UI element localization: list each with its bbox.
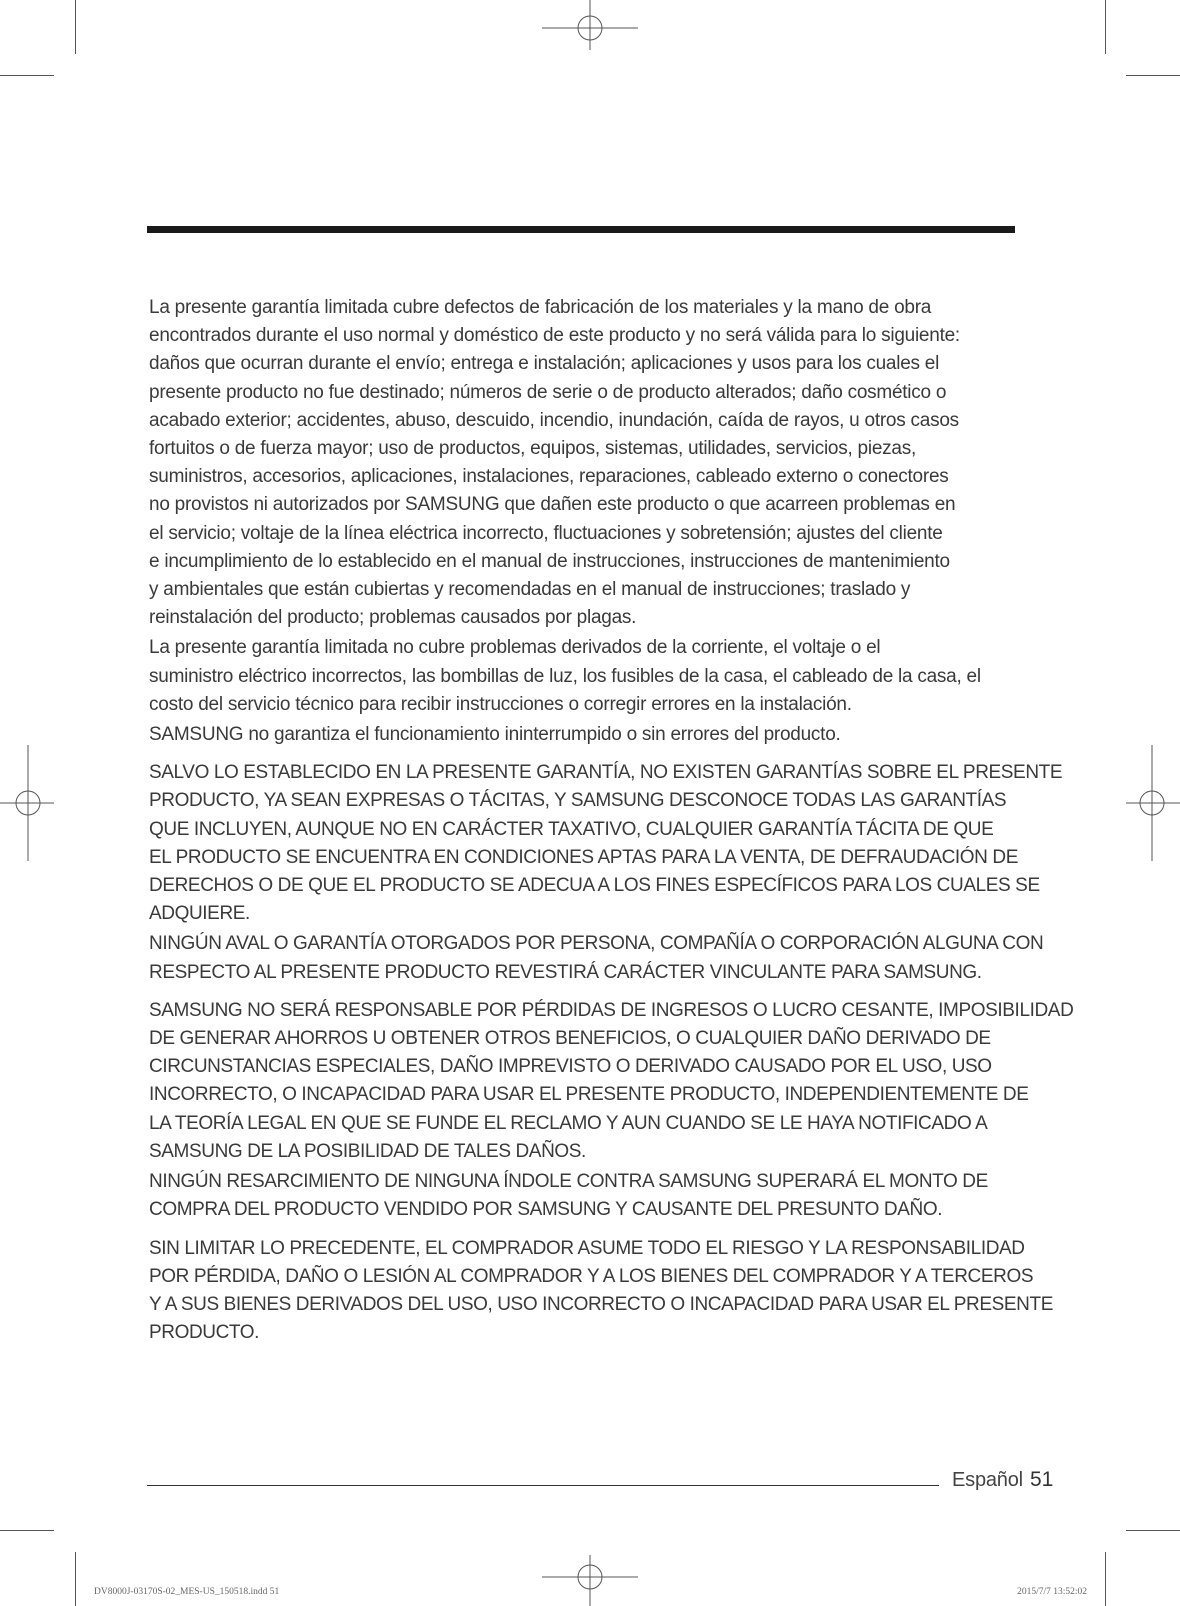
text-line: no provistos ni autorizados por SAMSUNG que dañen este producto o que acarreen problemas en	[149, 494, 956, 516]
crop-mark	[75, 0, 76, 54]
paragraph	[149, 930, 1044, 986]
text-line: SAMSUNG no garantiza el funcionamiento ininterrumpido o sin errores del producto.	[149, 724, 841, 746]
footer-language: Español	[952, 1469, 1023, 1491]
header-rule	[147, 226, 1015, 233]
text-line: DE GENERAR AHORROS U OBTENER OTROS BENEFICIOS, O CUALQUIER DAÑO DERIVADO DE	[149, 1028, 991, 1050]
text-line: y ambientales que están cubiertas y recomendadas en el manual de instrucciones; traslado y	[149, 579, 911, 601]
text-line: SAMSUNG NO SERÁ RESPONSABLE POR PÉRDIDAS DE INGRESOS O LUCRO CESANTE, IMPOSIBILIDAD	[149, 999, 1074, 1021]
crop-mark	[1126, 75, 1180, 76]
text-line: presente producto no fue destinado; números de serie o de producto alterados; daño cosmético o	[149, 381, 947, 403]
text-line: fortuitos o de fuerza mayor; uso de productos, equipos, sistemas, utilidades, servicios, piezas,	[149, 438, 917, 460]
text-line: La presente garantía limitada no cubre problemas derivados de la corriente, el voltaje o el	[149, 637, 881, 659]
text-line: POR PÉRDIDA, DAÑO O LESIÓN AL COMPRADOR Y A LOS BIENES DEL COMPRADOR Y A TERCEROS	[149, 1265, 1034, 1287]
text-line: PRODUCTO.	[149, 1322, 260, 1344]
text-line: encontrados durante el uso normal y doméstico de este producto y no será válida para lo siguiente:	[149, 325, 960, 347]
text-line: NINGÚN RESARCIMIENTO DE NINGUNA ÍNDOLE CONTRA SAMSUNG SUPERARÁ EL MONTO DE	[149, 1171, 988, 1193]
text-line: suministro eléctrico incorrectos, las bombillas de luz, los fusibles de la casa, el cableado de la casa, el	[149, 665, 981, 687]
paragraph	[149, 997, 1074, 1166]
text-line: QUE INCLUYEN, AUNQUE NO EN CARÁCTER TAXATIVO, CUALQUIER GARANTÍA TÁCITA DE QUE	[149, 818, 994, 840]
crop-mark	[1105, 1552, 1106, 1606]
page-number: 51	[1030, 1468, 1054, 1491]
slug-filename: DV8000J-03170S-02_MES-US_150518.indd 51	[94, 1587, 280, 1597]
text-line: acabado exterior; accidentes, abuso, descuido, incendio, inundación, caída de rayos, u otros casos	[149, 409, 959, 431]
text-line: La presente garantía limitada cubre defectos de fabricación de los materiales y la mano de obra	[149, 297, 932, 318]
text-line: INCORRECTO, O INCAPACIDAD PARA USAR EL PRESENTE PRODUCTO, INDEPENDIENTEMENTE DE	[149, 1084, 1029, 1106]
registration-mark-icon	[542, 0, 638, 50]
text-line: PRODUCTO, YA SEAN EXPRESAS O TÁCITAS, Y SAMSUNG DESCONOCE TODAS LAS GARANTÍAS	[149, 790, 1007, 812]
warranty-text	[149, 294, 1074, 1347]
text-line: DERECHOS O DE QUE EL PRODUCTO SE ADECUA A LOS FINES ESPECÍFICOS PARA LOS CUALES SE	[149, 875, 1040, 897]
crop-mark	[1105, 0, 1106, 54]
crop-mark	[0, 75, 54, 76]
text-line: ADQUIERE.	[149, 903, 250, 925]
paragraph	[149, 294, 1029, 632]
text-line: daños que ocurran durante el envío; entrega e instalación; aplicaciones y usos para los cuales el	[149, 353, 940, 375]
paragraph	[149, 1235, 1053, 1348]
paragraph	[149, 634, 1029, 719]
text-line: NINGÚN AVAL O GARANTÍA OTORGADOS POR PERSONA, COMPAÑÍA O CORPORACIÓN ALGUNA CON	[149, 933, 1044, 955]
text-line: SALVO LO ESTABLECIDO EN LA PRESENTE GARANTÍA, NO EXISTEN GARANTÍAS SOBRE EL PRESENTE	[149, 762, 1063, 784]
text-line: RESPECTO AL PRESENTE PRODUCTO REVESTIRÁ CARÁCTER VINCULANTE PARA SAMSUNG.	[149, 961, 982, 983]
text-line: LA TEORÍA LEGAL EN QUE SE FUNDE EL RECLAMO Y AUN CUANDO SE LE HAYA NOTIFICADO A	[149, 1112, 988, 1134]
text-line: reinstalación del producto; problemas causados por plagas.	[149, 607, 637, 629]
crop-mark	[0, 1530, 54, 1531]
paragraph	[149, 759, 1063, 928]
text-line: suministros, accesorios, aplicaciones, instalaciones, reparaciones, cableado externo o conectores	[149, 466, 949, 488]
slug-timestamp: 2015/7/7 13:52:02	[1017, 1587, 1087, 1597]
paragraph	[149, 721, 1029, 749]
registration-mark-icon	[1126, 745, 1180, 861]
text-line: e incumplimiento de lo establecido en el manual de instrucciones, instrucciones de mantenimiento	[149, 550, 950, 572]
text-line: costo del servicio técnico para recibir instrucciones o corregir errores en la instalación.	[149, 693, 852, 715]
text-line: COMPRA DEL PRODUCTO VENDIDO POR SAMSUNG Y CAUSANTE DEL PRESUNTO DAÑO.	[149, 1199, 943, 1221]
paragraph	[149, 1168, 1029, 1224]
registration-mark-icon	[0, 745, 54, 861]
text-line: SIN LIMITAR LO PRECEDENTE, EL COMPRADOR ASUME TODO EL RIESGO Y LA RESPONSABILIDAD	[149, 1237, 1025, 1259]
footer-rule	[147, 1485, 939, 1486]
text-line: EL PRODUCTO SE ENCUENTRA EN CONDICIONES APTAS PARA LA VENTA, DE DEFRAUDACIÓN DE	[149, 846, 1018, 868]
text-line: SAMSUNG DE LA POSIBILIDAD DE TALES DAÑOS.	[149, 1140, 586, 1162]
text-line: el servicio; voltaje de la línea eléctrica incorrecto, fluctuaciones y sobretensión; ajustes del cliente	[149, 522, 943, 544]
text-line: CIRCUNSTANCIAS ESPECIALES, DAÑO IMPREVISTO O DERIVADO CAUSADO POR EL USO, USO	[149, 1056, 992, 1078]
crop-mark	[1126, 1530, 1180, 1531]
text-line: Y A SUS BIENES DERIVADOS DEL USO, USO INCORRECTO O INCAPACIDAD PARA USAR EL PRESENTE	[149, 1293, 1053, 1315]
registration-mark-icon	[542, 1555, 638, 1606]
crop-mark	[75, 1552, 76, 1606]
